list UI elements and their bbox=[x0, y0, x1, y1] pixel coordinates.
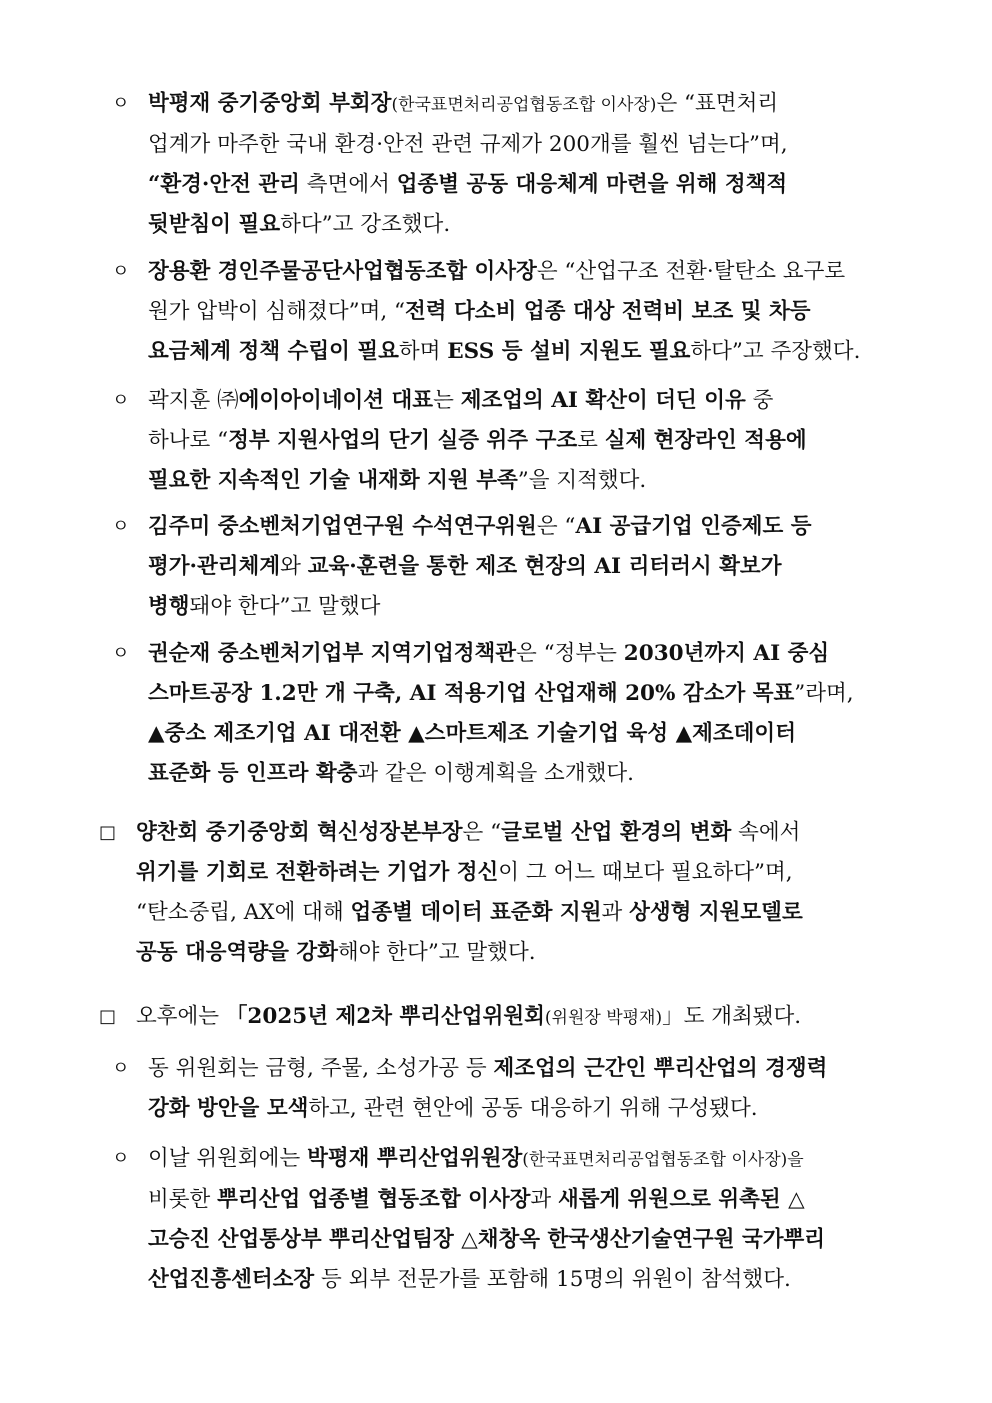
circle-bullet-icon: ㅇ bbox=[112, 1058, 130, 1079]
circle-bullet-icon: ㅇ bbox=[112, 261, 130, 282]
circle-bullet-icon: ㅇ bbox=[112, 1148, 130, 1169]
list-item: 김주미 중소벤처기업연구원 수석연구위원은 “AI 공급기업 인증제도 등 평가·관리체계와 교육·훈련을 통한 제조 현장의 AI 리터러시 확보가 병행돼야 한다”고 말했다 bbox=[148, 514, 812, 619]
list-item: 곽지훈 ㈜에이아이네이션 대표는 제조업의 AI 확산이 더딘 이유 중 하나로 “정부 지원사업의 단기 실증 위주 구조로 실제 현장라인 적용에 필요한 지속적인 기술 내재화 지원 부족”을 지적했다. bbox=[148, 388, 807, 493]
square-bullet-icon: □ bbox=[99, 822, 117, 843]
circle-bullet-icon: ㅇ bbox=[112, 516, 130, 537]
list-item: 이날 위원회에는 박평재 뿌리산업위원장(한국표면처리공업협동조합 이사장)을 비롯한 뿌리산업 업종별 협동조합 이사장과 새롭게 위원으로 위촉된 △ 고승진 산업통상부 뿌리산업팀장 △채창옥 한국생산기술연구원 국가뿌리 산업진흥센터소장 등 외부 전문가를 포함해 15명의 위원이 참석했다. bbox=[148, 1146, 826, 1292]
square-bullet-icon: □ bbox=[99, 1006, 117, 1027]
circle-bullet-icon: ㅇ bbox=[112, 390, 130, 411]
list-item: 장용환 경인주물공단사업협동조합 이사장은 “산업구조 전환·탈탄소 요구로 원가 압박이 심해졌다”며, “전력 다소비 업종 대상 전력비 보조 및 차등 요금체계 정책 수립이 필요하며 ESS 등 설비 지원도 필요하다”고 주장했다. bbox=[148, 259, 861, 364]
list-item: 권순재 중소벤처기업부 지역기업정책관은 “정부는 2030년까지 AI 중심 스마트공장 1.2만 개 구축, AI 적용기업 산업재해 20% 감소가 목표”라며, ▲중소 제조기업 AI 대전환 ▲스마트제조 기술기업 육성 ▲제조데이터 표준화 등 인프라 확충과 같은 이행계획을 소개했다. bbox=[148, 641, 854, 786]
circle-bullet-icon: ㅇ bbox=[112, 93, 130, 114]
section-paragraph: 양찬회 중기중앙회 혁신성장본부장은 “글로벌 산업 환경의 변화 속에서 위기를 기회로 전환하려는 기업가 정신이 그 어느 때보다 필요하다”며, “탄소중립, AX에 대해 업종별 데이터 표준화 지원과 상생형 지원모델로 공동 대응역량을 강화해야 한다”고 말했다. bbox=[136, 820, 803, 965]
list-item: 박평재 중기중앙회 부회장(한국표면처리공업협동조합 이사장)은 “표면처리 업계가 마주한 국내 환경·안전 관련 규제가 200개를 훨씬 넘는다”며, “환경·안전 관리 측면에서 업종별 공동 대응체계 마련을 위해 정책적 뒷받침이 필요하다”고 강조했다. bbox=[148, 91, 788, 237]
circle-bullet-icon: ㅇ bbox=[112, 643, 130, 664]
list-item: 동 위원회는 금형, 주물, 소성가공 등 제조업의 근간인 뿌리산업의 경쟁력 강화 방안을 모색하고, 관련 현안에 공동 대응하기 위해 구성됐다. bbox=[148, 1056, 828, 1121]
section-paragraph: 오후에는 「2025년 제2차 뿌리산업위원회(위원장 박평재)」도 개최됐다. bbox=[136, 1004, 802, 1029]
